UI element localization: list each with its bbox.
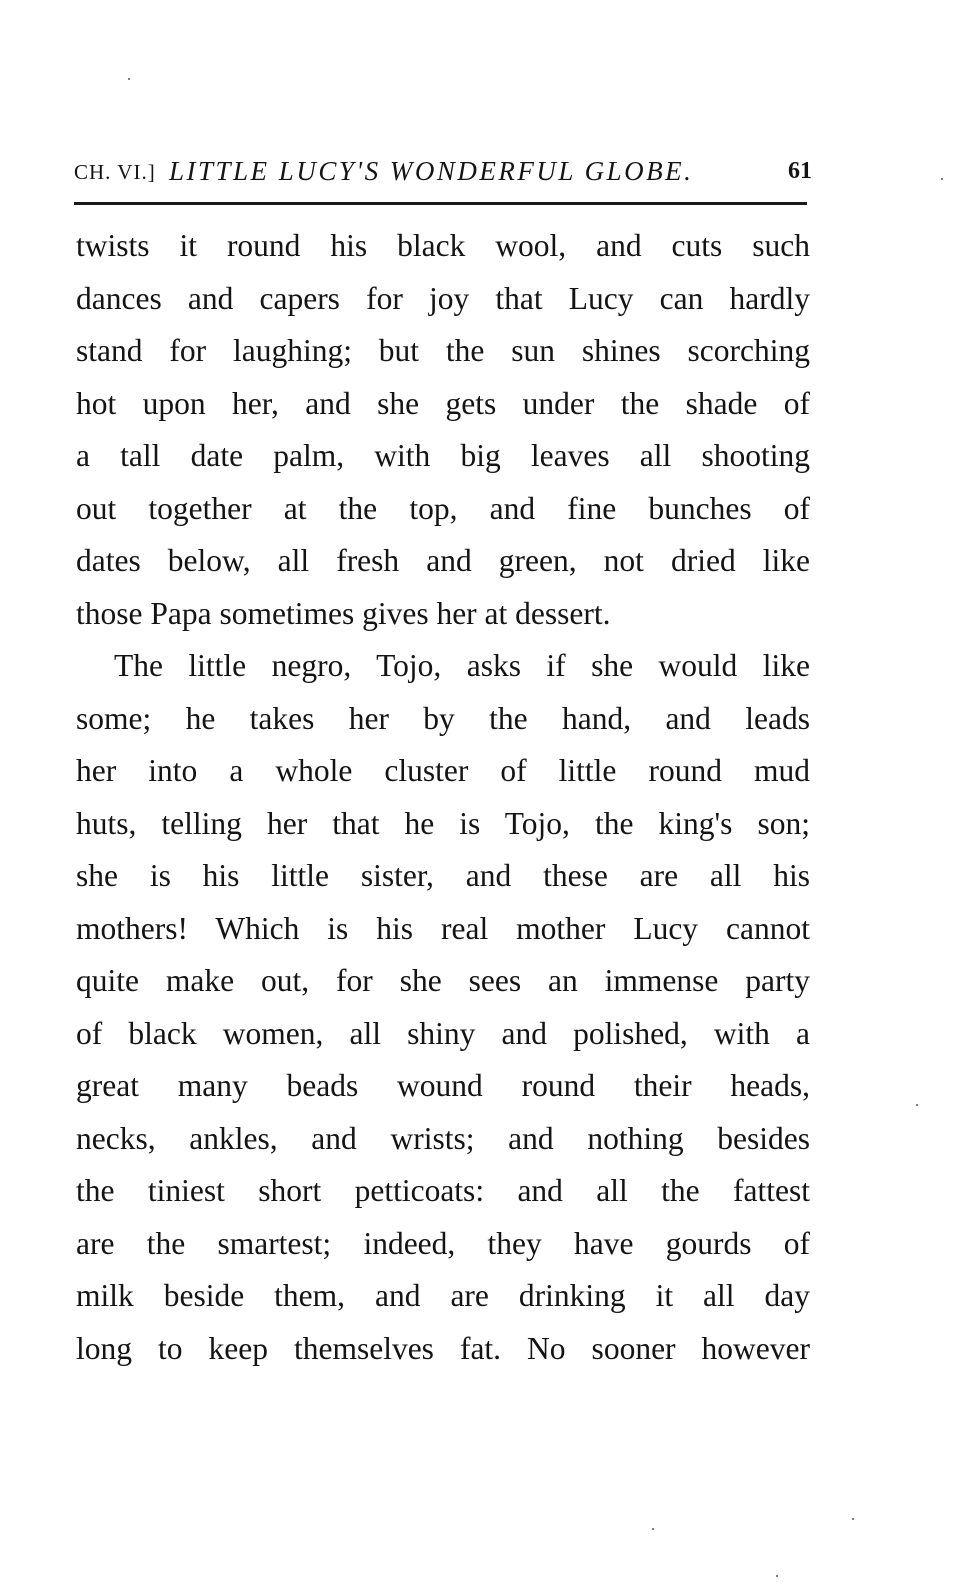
text-line: some; he takes her by the hand, and leads [76,700,810,736]
paper-speck [776,1575,778,1577]
text-line: mothers! Which is his real mother Lucy cannot [76,910,810,946]
text-line: the tiniest short petticoats: and all the fattest [76,1173,810,1208]
running-title: LITTLE LUCY'S WONDERFUL GLOBE. [169,156,694,186]
text-line: those Papa sometimes gives her at dessert. [76,595,611,631]
text-line: dates below, all fresh and green, not dried like [76,543,810,578]
text-line: The little negro, Tojo, asks if she would like [114,648,810,683]
paragraph-2 [76,640,810,1375]
running-head [74,150,816,190]
paper-speck [916,1104,918,1106]
text-line: huts, telling her that he is Tojo, the king's son; [76,805,810,841]
header-rule [74,202,807,205]
text-line: she is his little sister, and these are all his [76,858,810,893]
text-line: milk beside them, and are drinking it all day [76,1278,810,1313]
text-line: dances and capers for joy that Lucy can hardly [76,280,810,316]
paper-speck [941,178,943,180]
text-line: necks, ankles, and wrists; and nothing besides [76,1120,810,1156]
paper-speck [652,1528,654,1530]
text-line: her into a whole cluster of little round mud [76,753,810,788]
text-line: of black women, all shiny and polished, with a [76,1015,810,1051]
text-line: twists it round his black wool, and cuts such [76,228,810,263]
text-line: great many beads wound round their heads, [76,1068,810,1103]
text-line: long to keep themselves fat. No sooner however [76,1330,810,1366]
text-line: are the smartest; indeed, they have gourds of [76,1225,810,1261]
paper-speck [128,78,130,80]
text-line: stand for laughing; but the sun shines scorching [76,333,810,368]
text-line: a tall date palm, with big leaves all shooting [76,438,810,473]
paragraph-1 [76,220,810,640]
text-line: out together at the top, and fine bunches of [76,490,810,526]
text-line: quite make out, for she sees an immense party [76,963,810,998]
paper-speck [852,1518,854,1520]
text-line: hot upon her, and she gets under the shade of [76,385,810,421]
page-number: 61 [788,158,812,184]
body-text [76,220,810,1375]
chapter-label: CH. VI.] [74,160,156,184]
